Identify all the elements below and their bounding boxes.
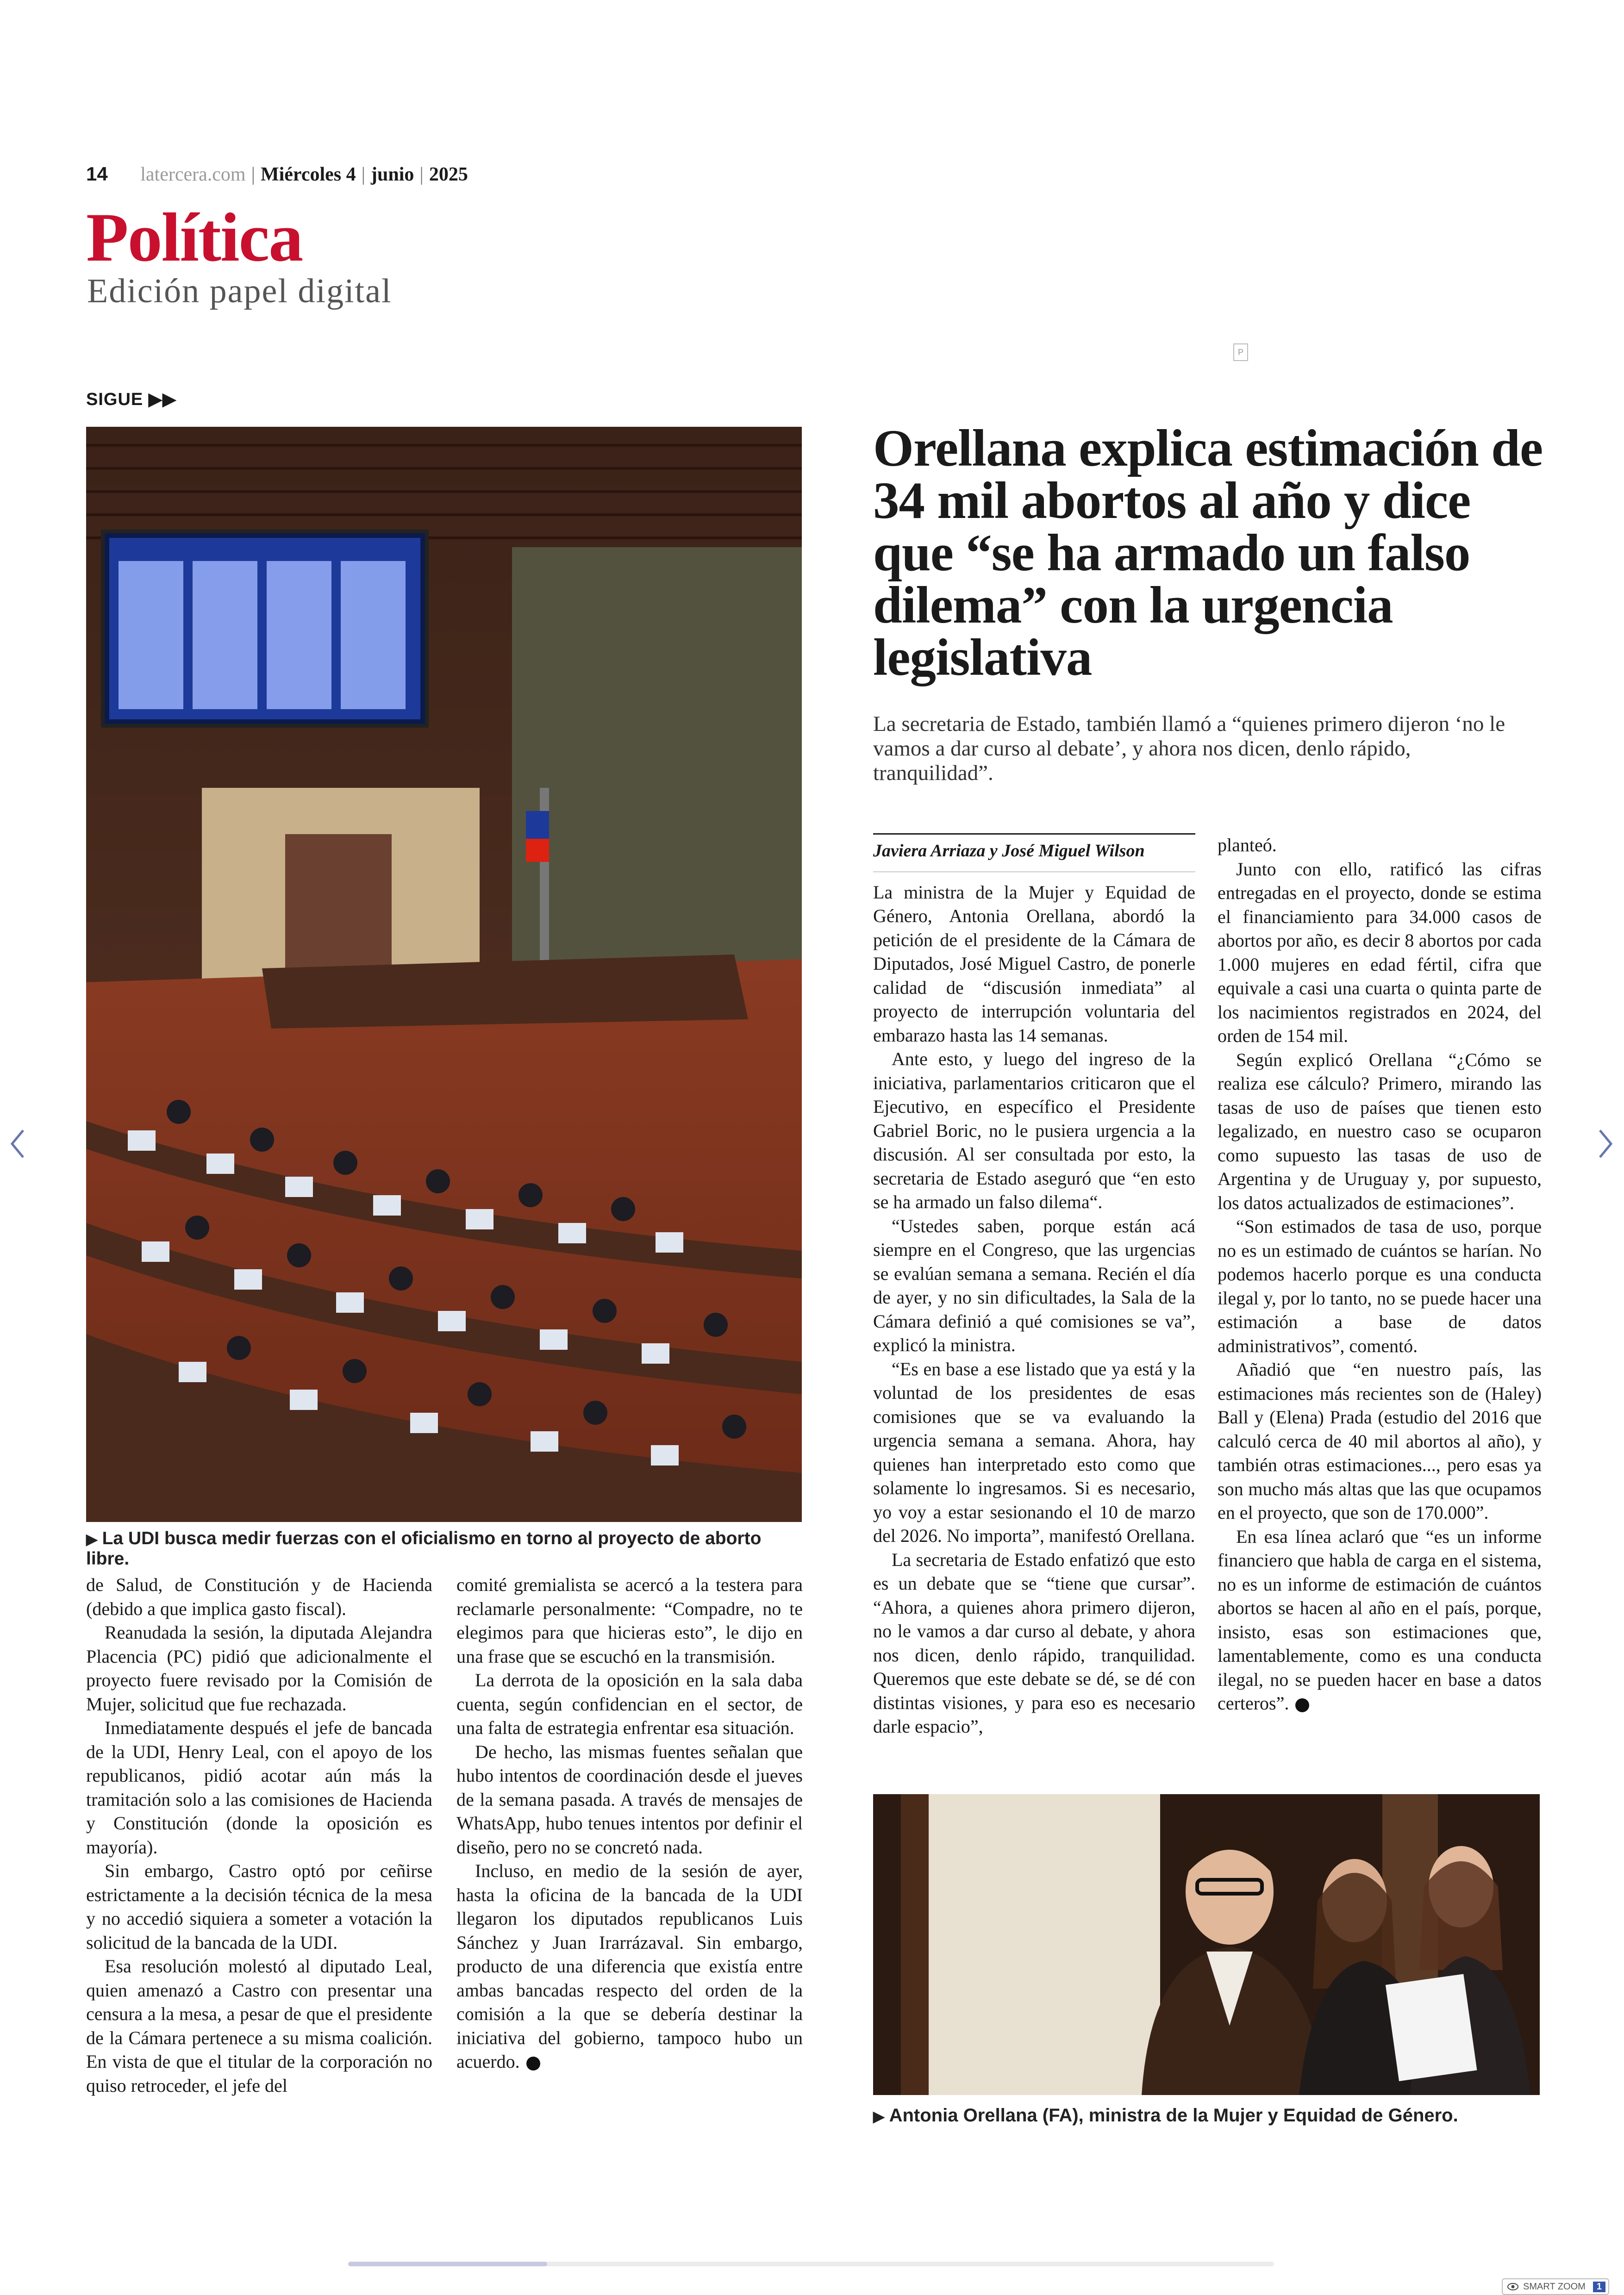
paragraph: Esa resolución molestó al diputado Leal, quien amenazó a Castro con presentar una censura a la mesa, a pesar de que el presidente de la Cámara pertenece a su misma coalición. En vista de que el titular de la corporación no quiso retroceder, el jefe del [86, 1956, 432, 2096]
caption-arrow-icon: ▶ [873, 2108, 885, 2125]
article-column-c [86, 1573, 432, 2097]
paragraph: Ante esto, y luego del ingreso de la iniciativa, parlamentarios criticaron que el Ejecutivo, en específico el Presidente Gabriel Boric, no le pusiera urgencia a la discusión. Al ser consultada por esto, la secretaria de Estado aseguró que “en esto se ha armado un falso dilema“. [873, 1048, 1195, 1212]
next-page-button[interactable] [1596, 1128, 1615, 1167]
paragraph-final-text: Incluso, en medio de la sesión de ayer, hasta la oficina de la bancada de la UDI llegaron los diputados republicanos Luis Sánchez y Juan Irarrázaval. Sin embargo, producto de una diferencia que existía entre ambas bancadas respecto del orden de la comisión a la que se debería destinar la iniciativa del gobierno, tampoco hubo un acuerdo. [456, 1860, 803, 2072]
paragraph: planteó. [1218, 835, 1277, 855]
article-dek: La secretaria de Estado, también llamó a “quienes primero dijeron ‘no le vamos a dar curso al debate’, y ahora nos dicen, denlo rápido, tranquilidad”. [873, 712, 1505, 786]
paragraph-final-text: En esa línea aclaró que “es un informe financiero que habla de carga en el sistema, no es un informe de estimación de cuántos abortos se hacen al año en el país, porque, insisto, esas son estimaciones que, lamentablemente, como es una conducta ilegal, no se pueden hacer en base a datos certeros”. [1218, 1526, 1542, 1714]
paragraph: “Son estimados de tasa de uso, porque no es un estimado de cuántos se harían. No podemos hacerlo porque es una conducta ilegal y, por lo tanto, no se puede hacer una estimación a base de datos administrativos”, comentó. [1218, 1216, 1542, 1356]
paragraph: “Ustedes saben, porque están acá siempre en el Congreso, que las urgencias se evalúan semana a semana. Recién el día de ayer, y no sin dificultades, la Sala de la Cámara definió a qué comisiones se va”, explicó la ministra. [873, 1215, 1195, 1355]
paragraph: “Es en base a ese listado que ya está y la voluntad de los presidentes de esas comisiones que se va evaluando la urgencia semana a semana. Ahora, hay quienes han interpretado esto como que solamente lo ingresamos. Si es necesario, yo voy a estar sesionando el 10 de marzo del 2026. No importa”, manifestó Orellana. [873, 1358, 1195, 1546]
photo1-caption [86, 1528, 808, 1569]
zoom-page-number: 1 [1593, 2282, 1605, 2292]
date-month: junio [371, 164, 414, 185]
paragraph: Según explicó Orellana “¿Cómo se realiza ese cálculo? Primero, mirando las tasas de uso de países que tienen esto legalizado, en nuestro caso se ocuparon como supuesto las tasas de uso de Argentina y de Uruguay y, por supuesto, los datos actualizados de estimaciones”. [1218, 1049, 1542, 1213]
date-day: Miércoles 4 [260, 164, 356, 185]
minister-photo [873, 1794, 1540, 2095]
paragraph: Reanudada la sesión, la diputada Alejandra Placencia (PC) pidió que adicionalmente el proyecto fuere revisado por la Comisión de Mujer, solicitud que fue rechazada. [86, 1622, 432, 1715]
paragraph: La secretaria de Estado enfatizó que esto es un debate que se “tiene que cursar”. “Ahora, a quienes ahora primero dijeron, no le vamos a dar curso al debate, y ahora nos dicen, denlo rápido, tranquilidad. Queremos que este debate se dé, se dé con distintas visiones, y para eso es necesario darle espacio”, [873, 1549, 1195, 1737]
page-scrollbar-thumb[interactable] [348, 2262, 547, 2266]
minister-illustration [873, 1794, 1540, 2095]
page-number: 14 [86, 163, 108, 185]
page-marker-icon: P [1233, 343, 1248, 361]
paragraph: Añadió que “en nuestro país, las estimaciones más recientes son de (Haley) Ball y (Elena) Prada (estudio del 2016 que calculó cerca de 40 mil abortos al año), y también otras estimaciones..., pero esas ya son mucho más altas que las que ocupamos en el proyecto, que son de 170.000”. [1218, 1359, 1542, 1523]
chamber-illustration [86, 427, 802, 1522]
photo2-caption [873, 2105, 1549, 2126]
end-mark-icon [526, 2057, 540, 2070]
end-mark-icon [1295, 1698, 1309, 1712]
paragraph: La ministra de la Mujer y Equidad de Género, Antonia Orellana, abordó la petición de el presidente de la Cámara de Diputados, José Miguel Castro, de ponerle calidad de “discusión inmediata” al proyecto de interrupción voluntaria del embarazo hasta las 14 semanas. [873, 881, 1195, 1046]
site-name[interactable]: latercera.com [140, 164, 246, 185]
article-column-a [873, 833, 1195, 1739]
article-headline: Orellana explica estimación de 34 mil abortos al año y dice que “se ha armado un falso dilema” con la urgencia legislativa [873, 419, 1543, 686]
chevron-right-icon [1596, 1128, 1615, 1160]
paragraph: Junto con ello, ratificó las cifras entregadas en el proyecto, donde se estima el financiamiento para 34.000 casos de abortos por año, es decir 8 abortos por cada 1.000 mujeres en edad fértil, cifra que equivale a casi una cuarta o quinta parte de los nacimientos registrados en 2024, del orden de 154 mil. [1218, 858, 1542, 1046]
photo2-caption-text: Antonia Orellana (FA), ministra de la Mujer y Equidad de Género. [889, 2105, 1458, 2126]
caption-arrow-icon: ▶ [86, 1531, 98, 1547]
eye-icon [1507, 2283, 1518, 2290]
paragraph-final [456, 1859, 803, 2074]
paragraph: Inmediatamente después el jefe de bancada de la UDI, Henry Leal, con el apoyo de los republicanos, pidió acotar aún más la tramitación solo a las comisiones de Hacienda y Constitución (donde la oposición es mayoría). [86, 1717, 432, 1858]
prev-page-button[interactable] [8, 1128, 27, 1167]
sigue-label[interactable]: SIGUE ▶▶ [86, 390, 177, 409]
article-column-d [456, 1573, 803, 2074]
photo1-caption-text: La UDI busca medir fuerzas con el oficialismo en torno al proyecto de aborto libre. [86, 1528, 762, 1569]
paragraph: de Salud, de Constitución y de Hacienda (debido a que implica gasto fiscal). [86, 1574, 432, 1619]
chamber-photo [86, 427, 802, 1522]
edition-label: Edición papel digital [87, 272, 392, 310]
chevron-left-icon [8, 1128, 27, 1160]
smart-zoom-button[interactable] [1502, 2278, 1609, 2295]
paragraph: comité gremialista se acercó a la testera para reclamarle personalmente: “Compadre, no te elegimos para que hicieras esto”, le dijo en una frase que se escuchó en la transmisión. [456, 1574, 803, 1667]
page-header: 14 latercera.com | Miércoles 4 | junio | 2025 [86, 163, 468, 185]
paragraph: De hecho, las mismas fuentes señalan que hubo intentos de coordinación desde el jueves de la semana pasada. A través de mensajes de WhatsApp, hubo tenues intentos por definir el diseño, pero no se concretó nada. [456, 1741, 803, 1858]
byline: Javiera Arriaza y José Miguel Wilson [873, 833, 1195, 872]
article-column-b [1218, 833, 1542, 1715]
smart-zoom-label: SMART ZOOM [1523, 2281, 1586, 2292]
paragraph: La derrota de la oposición en la sala daba cuenta, según confidencian en el sector, de una falta de estrategia enfrentar esa situación. [456, 1670, 803, 1738]
paragraph-final [1218, 1525, 1542, 1715]
section-title: Política [86, 199, 303, 276]
date-year: 2025 [429, 164, 468, 185]
paragraph: Sin embargo, Castro optó por ceñirse estrictamente a la decisión técnica de la mesa y no accedió siquiera a someter a votación la solicitud de la bancada de la UDI. [86, 1860, 432, 1953]
